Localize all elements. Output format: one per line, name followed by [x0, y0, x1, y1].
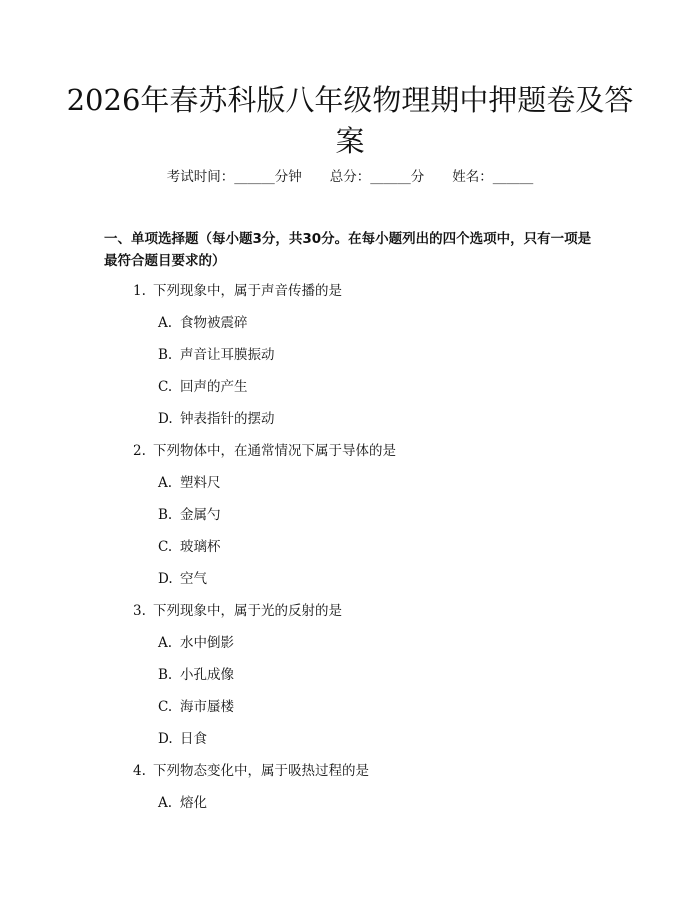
option-text: 小孔成像	[180, 667, 234, 683]
option-letter: D.	[158, 731, 173, 747]
option-text: 空气	[180, 571, 207, 587]
question-number: 3.	[133, 603, 146, 619]
option-letter: C.	[158, 379, 173, 395]
option-4a	[158, 793, 207, 813]
option-text: 水中倒影	[180, 635, 234, 651]
option-text: 塑料尺	[180, 475, 221, 491]
option-text: 回声的产生	[180, 379, 248, 395]
option-letter: A.	[158, 795, 173, 811]
option-3b	[158, 665, 234, 685]
question-4	[133, 761, 369, 781]
option-2d	[158, 569, 207, 589]
time-unit: 分钟	[274, 169, 302, 185]
option-text: 玻璃杯	[180, 539, 221, 555]
option-letter: B.	[158, 507, 173, 523]
question-1	[133, 281, 342, 301]
option-3a	[158, 633, 234, 653]
option-letter: A.	[158, 475, 173, 491]
option-letter: A.	[158, 315, 173, 331]
option-2b	[158, 505, 221, 525]
score-blank: ______	[370, 169, 411, 185]
question-number: 4.	[133, 763, 146, 779]
name-label: 姓名：	[452, 169, 493, 185]
option-1d	[158, 409, 275, 429]
question-text: 下列现象中，属于声音传播的是	[153, 283, 342, 299]
option-1a	[158, 313, 248, 333]
option-2a	[158, 473, 221, 493]
time-label: 考试时间：	[166, 169, 235, 185]
option-text: 熔化	[180, 795, 207, 811]
question-text: 下列现象中，属于光的反射的是	[153, 603, 342, 619]
option-1c	[158, 377, 248, 397]
option-text: 金属勺	[180, 507, 221, 523]
score-unit: 分	[410, 169, 425, 185]
question-3	[133, 601, 342, 621]
question-2	[133, 441, 396, 461]
time-blank: ______	[234, 169, 275, 185]
option-letter: B.	[158, 347, 173, 363]
option-2c	[158, 537, 221, 557]
option-text: 钟表指针的摆动	[180, 411, 275, 427]
option-text: 海市蜃楼	[180, 699, 234, 715]
question-number: 2.	[133, 443, 146, 459]
question-text: 下列物态变化中，属于吸热过程的是	[153, 763, 369, 779]
option-letter: B.	[158, 667, 173, 683]
option-text: 声音让耳膜振动	[180, 347, 275, 363]
option-text: 食物被震碎	[180, 315, 248, 331]
option-letter: D.	[158, 411, 173, 427]
option-1b	[158, 345, 275, 365]
option-letter: D.	[158, 571, 173, 587]
page-title: 2026年春苏科版八年级物理期中押题卷及答案	[66, 83, 634, 158]
option-text: 日食	[180, 731, 207, 747]
section-title: 一、单项选择题（每小题3分，共30分。在每小题列出的四个选项中，只有一项是最符合题目要求的）	[104, 231, 592, 269]
exam-info-line	[0, 167, 700, 187]
question-number: 1.	[133, 283, 146, 299]
option-letter: A.	[158, 635, 173, 651]
question-text: 下列物体中，在通常情况下属于导体的是	[153, 443, 396, 459]
option-3c	[158, 697, 234, 717]
option-letter: C.	[158, 539, 173, 555]
score-label: 总分：	[329, 169, 371, 185]
option-letter: C.	[158, 699, 173, 715]
option-3d	[158, 729, 207, 749]
name-blank: ______	[492, 169, 534, 185]
